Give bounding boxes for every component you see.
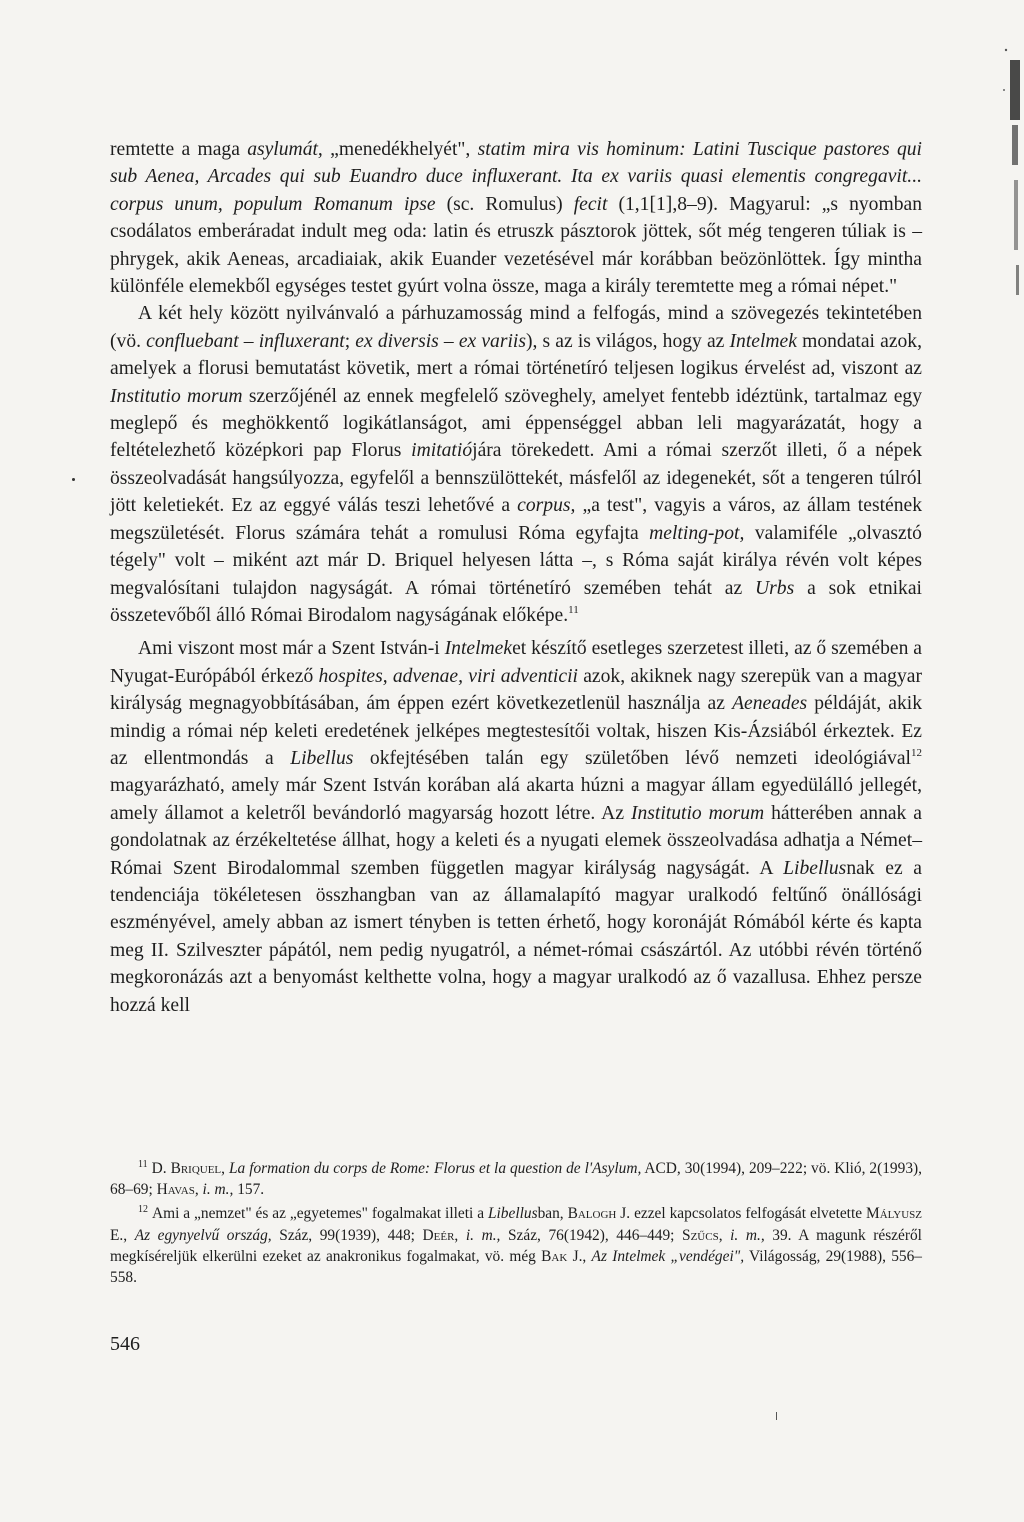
italic-run: Urbs (755, 577, 795, 599)
text-run: hátterében annak a gondolatnak az érzékeltetése állhat, hogy a keleti és a nyugati elemek összeolvadása adhatja a Német–Római Szent Birodalommal szemben független magyar királyság nagyságát. A (110, 802, 922, 879)
text-run: azok, akiknek nagy szerepük van a magyar királyság megnagyobbításában, ám éppen ezért következetlenül használja az (110, 665, 922, 715)
text-run: 39. A magunk részéről megkíséreljük elkerülni ezeket az anakronikus fogalmakat, vö. még (110, 1226, 922, 1265)
italic-run: Intelmek (729, 330, 797, 352)
smallcaps-run: Szűcs, (682, 1226, 723, 1244)
italic-run: ex diversis (355, 330, 439, 352)
text-run: magyarázható, amely már Szent István korában alá akarta húzni a magyar állam egyedülálló jellegét, amely államot a keletről bevándorló magyarság hozott létre. Az (110, 775, 922, 824)
scan-dot (72, 478, 75, 481)
italic-run: Libellus (290, 747, 354, 769)
text-run: okfejtésében talán egy születőben lévő nemzeti ideológiával (353, 747, 911, 769)
italic-run: Libellus (783, 857, 847, 879)
italic-run: i. m., (730, 1226, 765, 1244)
text-run: „a test", vagyis a város, az állam testének megszületését. Florus számára tehát a romulusi Róma egyfajta (110, 495, 922, 544)
italic-run: i. m., (202, 1181, 234, 1199)
paragraph-p1 (110, 136, 922, 300)
italic-run: i. m., (465, 1226, 501, 1244)
italic-run: ex variis (458, 330, 526, 352)
footnotes (110, 1158, 922, 1291)
smallcaps-run: Balogh (567, 1205, 617, 1223)
italic-run: confluebant (146, 330, 239, 352)
italic-run: imitatió (411, 440, 473, 462)
text-run: A két hely között nyilvánvaló a párhuzamosság mind a felfogás, mind a szövegezés tekintetében (vö. (110, 303, 922, 352)
paragraph-p2 (110, 300, 922, 629)
text-run: – (238, 330, 259, 352)
text-run: mondatai azok, amelyek a florusi bemutatást követik, mert a római történetíró teljesen logikus érvelést ad, viszont az (110, 330, 923, 380)
text-run: J. ezzel kapcsolatos felfogását elvetette (616, 1205, 867, 1223)
text-run: ), s az is világos, hogy az (526, 330, 730, 352)
text-run: Száz, 99(1939), 448; (271, 1226, 423, 1244)
smallcaps-run: Deér, (422, 1226, 459, 1244)
footnote-ref[interactable]: 12 (138, 1204, 148, 1216)
italic-run: statim mira vis hominum: Latini Tuscique pastores qui sub Aenea, Arcades qui sub Euandro duce influxerant. Ita ex variis quasi elementis congregavit... corpus unum, populum Romanum ipse (110, 139, 922, 215)
italic-run: Az egynyelvű ország, (134, 1226, 272, 1244)
text-run: – (438, 330, 459, 352)
italic-run: Aeneades (732, 693, 808, 715)
text-run: remtette a maga (110, 139, 248, 160)
text-run: J., (567, 1247, 592, 1265)
italic-run: La formation du corps de Rome: Florus et la question de l'Asylum, (228, 1160, 642, 1177)
text-run: Ami a „nemzet" és az „egyetemes" fogalmakat illeti a (152, 1205, 488, 1223)
italic-run: hospites, advenae, viri adventicii (318, 665, 578, 687)
text-run: „menedékhelyét", (322, 139, 478, 160)
text-run: szerzőjénél az ennek megfelelő szöveghely, amelyet fentebb idéztünk, tartalmaz egy meglepő és meghökkentő logikátlanságot, ami éppenséggel abban leli magyarázatát, hogy a feltételezhető középkori pap Florus (110, 385, 922, 462)
italic-run: melting-pot, (649, 522, 745, 544)
italic-run: Intelmek (444, 638, 513, 660)
italic-run: influxerant (258, 330, 345, 352)
text-run: E., (110, 1226, 135, 1244)
scan-edge-artifact (998, 30, 1024, 360)
italic-run: Institutio morum (110, 385, 243, 407)
italic-run: Az Intelmek „vendégei", (591, 1247, 745, 1265)
footnote-ref[interactable]: 12 (911, 746, 922, 759)
smallcaps-run: Mályusz (866, 1205, 922, 1223)
smallcaps-run: Bak (541, 1247, 568, 1265)
footnote-fn11 (110, 1158, 922, 1200)
text-run: 157. (233, 1181, 265, 1199)
text-run: valamiféle „olvasztó tégely" volt – miként azt már D. Briquel helyesen látta –, s Róma saját királya révén volt képes megvalósítani tulajdon nagyságát. A római történetíró szemében tehát az (110, 522, 922, 599)
text-run: példáját, akik mindig a római nép keleti eredetének jelképes megtestesítői voltak, hiszen Kis-Ázsiából érkeztek. Ez az ellentmondás a (110, 693, 922, 769)
text-run: Száz, 76(1942), 446–449; (500, 1226, 683, 1244)
text-run: jára törekedett. Ami a római szerzőt illeti, ő a népek összeolvadását hangsúlyozza, egyfelől a bennszülöttekét, másfelől az idegenekét, sőt a tengeren túlról jött keletiekét. Ez az eggyé válás teszi lehetővé a (110, 440, 922, 517)
smallcaps-run: Briquel, (170, 1160, 226, 1177)
text-run: ACD, 30(1994), 209–222; vö. Klió, 2(1993), 68–69; (110, 1160, 922, 1199)
text-run: D. (151, 1160, 171, 1177)
scan-mark (776, 1412, 777, 1420)
document-page (110, 136, 922, 1019)
page-number: 546 (110, 1333, 140, 1355)
paragraph-p3 (110, 635, 922, 1019)
text-run: et készítő esetleges szerzetest illeti, az ő szemében a Nyugat-Európából érkező (110, 638, 922, 687)
text-run: ; (344, 330, 356, 352)
text-run: nak ez a tendenciája tökéletesen összhangban van az államalapító magyar uralkodó feltűnő önállósági eszményével, amely abban az ismert tényben is tetten érhető, hogy koronáját Rómából kérte és kapta meg II. Szilveszter pápától, nem pedig nyugatról, a német-római császártól. Az utóbbi révén történő megkoronázás azt a benyomást kelthette volna, hogy a magyar uralkodó az ő vazallusa. Ehhez persze hozzá kell (110, 857, 922, 1016)
text-run: a sok etnikai összetevőből álló Római Birodalom nagyságának előképe. (110, 577, 922, 626)
text-run (458, 1227, 466, 1244)
footnote-ref[interactable]: 11 (568, 603, 579, 616)
footnote-fn12 (110, 1203, 922, 1288)
text-run: Ami viszont most már a Szent István-i (138, 638, 445, 660)
italic-run: fecit (573, 193, 608, 215)
text-run: (sc. Romulus) (435, 193, 574, 215)
smallcaps-run: Havas, (156, 1181, 199, 1199)
italic-run: asylumát, (247, 139, 323, 160)
italic-run: Libellus (487, 1205, 538, 1223)
body-text (110, 136, 922, 1019)
footnote-ref[interactable]: 11 (138, 1159, 148, 1170)
text-run: (1,1[1],8–9). Magyarul: „s nyomban csodálatos emberáradat indult meg oda: latin és etruszk pásztorok jöttek, sőt még tengeren túliak is – phrygek, akik Aeneas, arcadiaiak, akik Euander vezetésével már korábban beözönlöttek. Így mintha különféle elemekből egységes testet gyúrt volna össze, maga a király teremtette meg a római népet." (110, 193, 923, 298)
text-run: Világosság, 29(1988), 556–558. (110, 1247, 922, 1287)
italic-run: corpus, (517, 495, 576, 517)
italic-run: Institutio morum (630, 802, 765, 824)
text-run: ban, (537, 1205, 568, 1223)
